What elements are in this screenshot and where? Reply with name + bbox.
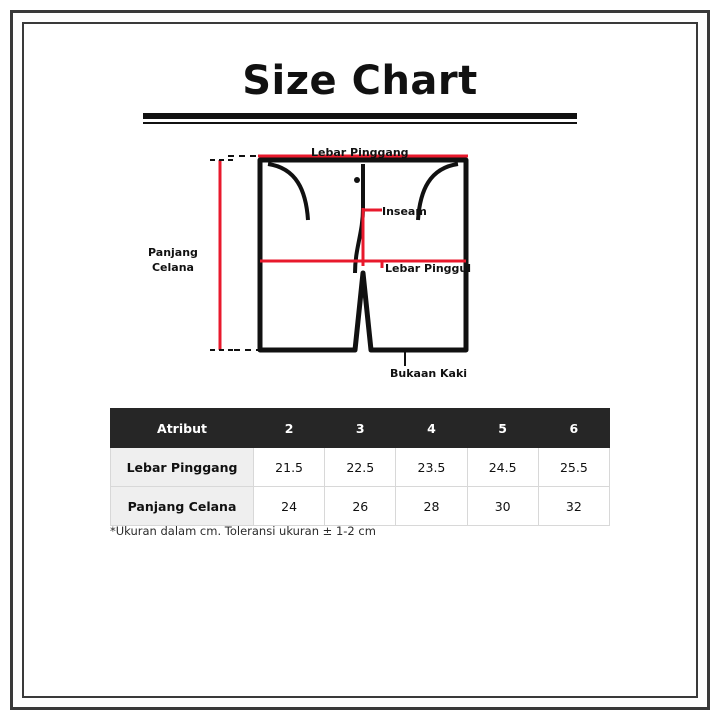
waist-button [354, 177, 360, 183]
table-row [111, 448, 610, 487]
page-title: Size Chart [242, 58, 478, 104]
size-table-body [111, 448, 610, 526]
cell-waist-6: 25.5 [538, 448, 609, 487]
row-attribute-length: Panjang Celana [111, 487, 254, 526]
label-length-line1: Panjang [148, 246, 198, 259]
header-size-4: 4 [396, 409, 467, 448]
header-size-2: 2 [254, 409, 325, 448]
label-waist: Lebar Pinggang [311, 146, 409, 159]
label-hip: Lebar Pinggul [385, 262, 472, 275]
cell-waist-2: 21.5 [254, 448, 325, 487]
header-size-3: 3 [325, 409, 396, 448]
cell-waist-5: 24.5 [467, 448, 538, 487]
label-length [148, 245, 198, 275]
row-attribute-waist: Lebar Pinggang [111, 448, 254, 487]
header-size-6: 6 [538, 409, 609, 448]
size-table-head [111, 409, 610, 448]
label-leg-opening: Bukaan Kaki [390, 367, 468, 380]
cell-length-3: 26 [325, 487, 396, 526]
cell-length-6: 32 [538, 487, 609, 526]
title-rule-thin [143, 122, 577, 124]
cell-waist-3: 22.5 [325, 448, 396, 487]
header-size-5: 5 [467, 409, 538, 448]
size-table [110, 408, 610, 526]
cell-length-2: 24 [254, 487, 325, 526]
label-inseam: Inseam [382, 205, 427, 218]
cell-waist-4: 23.5 [396, 448, 467, 487]
title-rule-thick [143, 113, 577, 119]
label-length-line2: Celana [151, 261, 194, 274]
header-attribute: Atribut [111, 409, 254, 448]
table-header-row [111, 409, 610, 448]
measurement-note: *Ukuran dalam cm. Toleransi ukuran ± 1-2 cm [110, 524, 376, 538]
shorts-diagram [110, 138, 610, 393]
size-table-wrapper [110, 408, 610, 526]
table-row [111, 487, 610, 526]
cell-length-5: 30 [467, 487, 538, 526]
cell-length-4: 28 [396, 487, 467, 526]
